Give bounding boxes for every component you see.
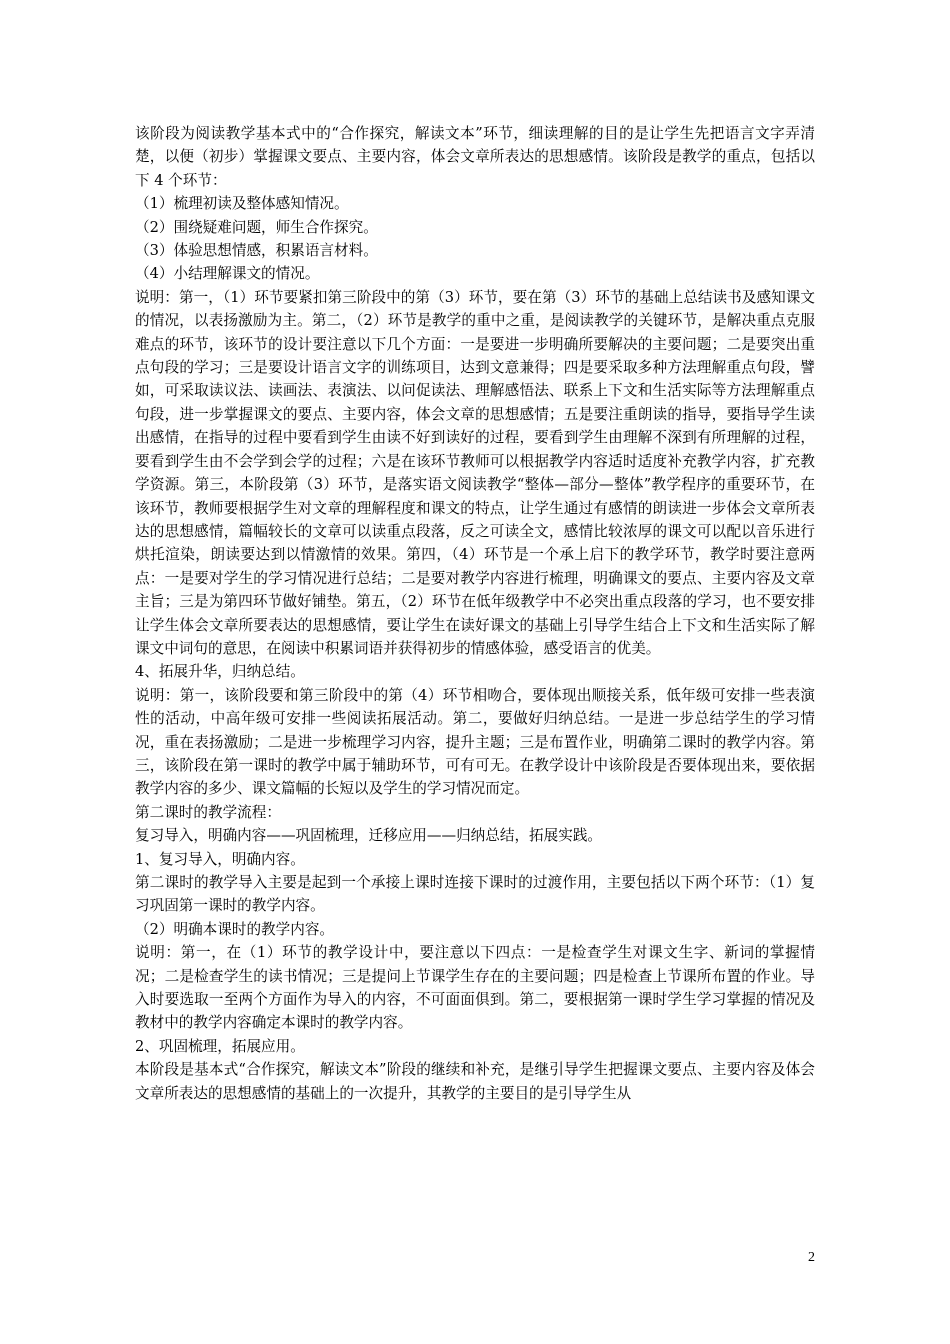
- section-heading: 4、拓展升华，归纳总结。: [135, 663, 305, 681]
- list-item: （2）围绕疑难问题，师生合作探究。: [135, 218, 378, 236]
- paragraph: 说明：第一，（1）环节要紧扣第三阶段中的第（3）环节，要在第（3）环节的基础上总结读书及感知课文的情况，以表扬激励为主。第二，（2）环节是教学的重中之重，是阅读教学的关键环节，是解决重点克服难点的环节，该环节的设计要注意以下几个方面：一是要进一步明确所要解决的主要问题；二是要突出重点句段的学习；三是要设计语言文字的训练项目，达到文意兼得；四是要采取多种方法理解重点句段，譬如，可采取读议法、读画法、表演法、以问促读法、理解感悟法、联系上下文和生活实际等方法理解重点句段，进一步掌握课文的要点、主要内容，体会文章的思想感情；五是要注重朗读的指导，要指导学生读出感情，在指导的过程中要看到学生由读不好到读好的过程，要看到学生由理解不深到有所理解的过程，要看到学生由不会学到会学的过程；六是在该环节教师可以根据教学内容适时适度补充教学内容，扩充教学资源。第三，本阶段第（3）环节，是落实语文阅读教学“整体—部分—整体”教学程序的重要环节，在该环节，教师要根据学生对文章的理解程度和课文的特点，让学生通过有感情的朗读进一步体会文章所表达的思想感情，篇幅较长的文章可以读重点段落，反之可读全文，感情比较浓厚的课文可以配以音乐进行烘托渲染，朗读要达到以情激情的效果。第四，（4）环节是一个承上启下的教学环节，教学时要注意两点：一是要对学生的学习情况进行总结；二是要对教学内容进行梳理，明确课文的要点、主要内容及文章主旨；三是为第四环节做好铺垫。第五，（2）环节在低年级教学中不必突出重点段落的学习，也不要安排让学生体会文章所要表达的思想感情，要让学生在读好课文的基础上引导学生结合上下文和生活实际了解课文中词句的意思，在阅读中积累词语并获得初步的情感体验，感受语言的优美。: [135, 288, 815, 657]
- paragraph: 第二课时的教学导入主要是起到一个承接上课时连接下课时的过渡作用，主要包括以下两个环节：（1）复习巩固第一课时的教学内容。: [135, 874, 815, 915]
- paragraph: 说明：第一，在（1）环节的教学设计中，要注意以下四点：一是检查学生对课文生字、新词的掌握情况；二是检查学生的读书情况；三是提问上节课学生存在的主要问题；四是检查上节课所布置的作业。导入时要选取一至两个方面作为导入的内容，不可面面俱到。第二，要根据第一课时学生学习掌握的情况及教材中的教学内容确定本课时的教学内容。: [135, 944, 815, 1032]
- list-item: （1）梳理初读及整体感知情况。: [135, 195, 349, 213]
- section-heading: 第二课时的教学流程：: [135, 803, 281, 821]
- paragraph: 该阶段为阅读教学基本式中的“合作探究，解读文本”环节，细读理解的目的是让学生先把语言文字弄清楚，以便（初步）掌握课文要点、主要内容，体会文章所表达的思想感情。该阶段是教学的重点，包括以下 4 个环节：: [135, 125, 815, 189]
- list-item: （2）明确本课时的教学内容。: [135, 920, 335, 938]
- paragraph: 本阶段是基本式“合作探究，解读文本”阶段的继续和补充，是继引导学生把握课文要点、主要内容及体会文章所表达的思想感情的基础上的一次提升，其教学的主要目的是引导学生从: [135, 1061, 815, 1102]
- document-body: [135, 122, 815, 1105]
- section-heading: 2、巩固梳理，拓展应用。: [135, 1037, 305, 1055]
- list-item: （4）小结理解课文的情况。: [135, 265, 320, 283]
- list-item: （3）体验思想情感，积累语言材料。: [135, 242, 378, 260]
- section-heading: 1、复习导入，明确内容。: [135, 850, 305, 868]
- page-number: 2: [808, 1250, 815, 1265]
- paragraph: 说明：第一，该阶段要和第三阶段中的第（4）环节相吻合，要体现出顺接关系，低年级可安排一些表演性的活动，中高年级可安排一些阅读拓展活动。第二，要做好归纳总结。一是进一步总结学生的学习情况，重在表扬激励；二是进一步梳理学习内容，提升主题；三是布置作业，明确第二课时的教学内容。第三，该阶段在第一课时的教学中属于辅助环节，可有可无。在教学设计中该阶段是否要体现出来，要依据教学内容的多少、课文篇幅的长短以及学生的学习情况而定。: [135, 686, 815, 798]
- paragraph: 复习导入，明确内容——巩固梳理，迁移应用——归纳总结，拓展实践。: [135, 827, 603, 845]
